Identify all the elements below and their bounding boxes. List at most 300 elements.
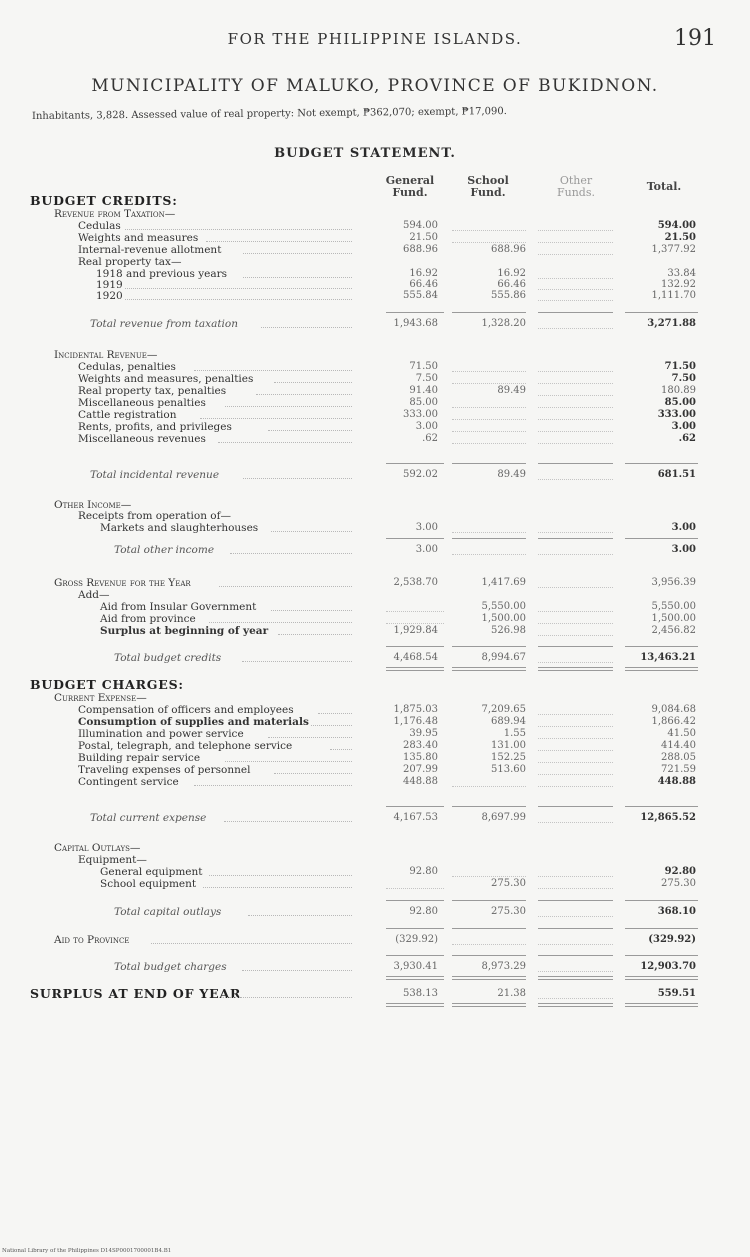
dot-leader bbox=[194, 361, 352, 371]
page-number: 191 bbox=[674, 26, 716, 51]
blank-cell bbox=[538, 553, 613, 555]
blank-cell bbox=[538, 761, 613, 763]
row-label: Gross Revenue for the Year bbox=[54, 577, 191, 589]
row-label: Weights and measures bbox=[78, 232, 199, 244]
double-rule bbox=[625, 979, 698, 980]
dot-leader bbox=[271, 522, 352, 532]
total-rule bbox=[452, 538, 526, 539]
dot-leader bbox=[206, 232, 352, 242]
dot-leader bbox=[268, 421, 352, 431]
row-label: Total revenue from taxation bbox=[90, 318, 238, 330]
blank-cell bbox=[538, 634, 613, 636]
blank-cell bbox=[538, 241, 613, 243]
column-header-school-line2: Fund. bbox=[470, 186, 506, 199]
running-title: FOR THE PHILIPPINE ISLANDS. bbox=[227, 30, 523, 48]
total-rule bbox=[625, 900, 698, 901]
general-fund-value: 66.46 bbox=[409, 279, 438, 290]
total-rule bbox=[452, 900, 526, 901]
dot-leader bbox=[151, 934, 352, 944]
school-fund-value: 275.30 bbox=[491, 906, 526, 917]
blank-cell bbox=[538, 253, 613, 255]
general-fund-value: 92.80 bbox=[409, 866, 438, 877]
table-row bbox=[0, 522, 750, 534]
dot-leader bbox=[268, 728, 352, 738]
general-fund-value: 4,167.53 bbox=[393, 812, 438, 823]
dot-leader bbox=[243, 469, 352, 479]
table-row bbox=[0, 409, 750, 421]
total-value: 368.10 bbox=[657, 906, 696, 917]
general-fund-value: 1,929.84 bbox=[393, 625, 438, 636]
dot-leader bbox=[125, 220, 352, 230]
dot-leader bbox=[219, 988, 352, 998]
double-rule bbox=[386, 1003, 444, 1004]
table-row bbox=[0, 397, 750, 409]
row-label: Current Expense— bbox=[54, 692, 147, 704]
blank-cell bbox=[538, 661, 613, 663]
table-row bbox=[0, 752, 750, 764]
general-fund-value: 3,930.41 bbox=[393, 961, 438, 972]
total-value: 1,866.42 bbox=[651, 716, 696, 727]
row-label: Total budget charges bbox=[114, 961, 227, 973]
table-row bbox=[0, 812, 750, 824]
dot-leader bbox=[243, 244, 352, 254]
general-fund-value: 4,468.54 bbox=[393, 652, 438, 663]
blank-cell bbox=[538, 997, 613, 999]
row-label: BUDGET CREDITS: bbox=[30, 193, 178, 208]
general-fund-value: 594.00 bbox=[403, 220, 438, 231]
blank-cell bbox=[538, 887, 613, 889]
total-value: 448.88 bbox=[657, 776, 696, 787]
total-value: 33.84 bbox=[667, 268, 696, 279]
table-row bbox=[0, 577, 750, 589]
total-value: 594.00 bbox=[657, 220, 696, 231]
table-row bbox=[0, 349, 750, 361]
total-rule bbox=[386, 900, 444, 901]
general-fund-value: .62 bbox=[422, 433, 438, 444]
school-fund-value: 21.38 bbox=[497, 988, 526, 999]
row-label: 1918 and previous years bbox=[96, 268, 228, 280]
row-label: Miscellaneous revenues bbox=[78, 433, 206, 445]
blank-cell bbox=[538, 622, 613, 624]
school-fund-value: 688.96 bbox=[491, 244, 526, 255]
blank-cell bbox=[538, 394, 613, 396]
row-label: Cattle registration bbox=[78, 409, 177, 421]
double-rule bbox=[452, 667, 526, 668]
row-label: Total other income bbox=[114, 544, 215, 556]
total-value: 3.00 bbox=[671, 522, 696, 533]
table-row bbox=[0, 961, 750, 973]
total-value: 1,111.70 bbox=[651, 290, 696, 301]
general-fund-value: 21.50 bbox=[409, 232, 438, 243]
row-label: BUDGET CHARGES: bbox=[30, 677, 184, 692]
school-fund-value: 1,328.20 bbox=[481, 318, 526, 329]
blank-cell bbox=[538, 725, 613, 727]
table-row bbox=[0, 290, 750, 302]
double-rule bbox=[625, 1006, 698, 1007]
table-row bbox=[0, 842, 750, 854]
table-row bbox=[0, 704, 750, 716]
double-rule bbox=[452, 670, 526, 671]
school-fund-value: 689.94 bbox=[491, 716, 526, 727]
blank-cell bbox=[538, 430, 613, 432]
row-label: Cedulas bbox=[78, 220, 121, 232]
total-rule bbox=[386, 928, 444, 929]
blank-cell bbox=[538, 406, 613, 408]
school-fund-value: 66.46 bbox=[497, 279, 526, 290]
double-rule bbox=[538, 1006, 613, 1007]
dot-leader bbox=[230, 544, 352, 554]
total-value: 21.50 bbox=[664, 232, 696, 243]
total-rule bbox=[538, 900, 613, 901]
total-rule bbox=[625, 646, 698, 647]
total-rule bbox=[625, 463, 698, 464]
double-rule bbox=[538, 976, 613, 977]
blank-cell bbox=[452, 430, 526, 432]
blank-cell bbox=[538, 299, 613, 301]
general-fund-value: 1,875.03 bbox=[393, 704, 438, 715]
dot-leader bbox=[261, 318, 352, 328]
row-label: Postal, telegraph, and telephone service bbox=[78, 740, 293, 752]
row-label: Real property tax— bbox=[78, 256, 182, 268]
general-fund-value: 283.40 bbox=[403, 740, 438, 751]
row-label: Receipts from operation of— bbox=[78, 510, 232, 522]
total-value: 1,377.92 bbox=[651, 244, 696, 255]
table-row bbox=[0, 385, 750, 397]
general-fund-value: 71.50 bbox=[409, 361, 438, 372]
dot-leader bbox=[209, 613, 352, 623]
row-label: Aid from Insular Government bbox=[100, 601, 257, 613]
general-fund-value: 448.88 bbox=[403, 776, 438, 787]
dot-leader bbox=[274, 373, 352, 383]
school-fund-value: 8,994.67 bbox=[481, 652, 526, 663]
total-rule bbox=[538, 538, 613, 539]
total-value: 2,456.82 bbox=[651, 625, 696, 636]
school-fund-value: 8,697.99 bbox=[481, 812, 526, 823]
table-row bbox=[0, 854, 750, 866]
table-row bbox=[0, 764, 750, 776]
row-label: 1919 bbox=[96, 279, 123, 291]
blank-cell bbox=[452, 785, 526, 787]
dot-leader bbox=[311, 716, 352, 726]
school-fund-value: 152.25 bbox=[491, 752, 526, 763]
blank-cell bbox=[538, 531, 613, 533]
total-rule bbox=[625, 806, 698, 807]
dot-leader bbox=[274, 764, 352, 774]
table-row bbox=[0, 692, 750, 704]
row-label: Revenue from Taxation— bbox=[54, 208, 176, 220]
municipality-title: MUNICIPALITY OF MALUKO, PROVINCE OF BUKIDNON. bbox=[91, 76, 659, 96]
blank-cell bbox=[452, 442, 526, 444]
column-header-other-line2: Funds. bbox=[557, 186, 595, 199]
table-row bbox=[0, 318, 750, 330]
general-fund-value: 538.13 bbox=[403, 988, 438, 999]
column-header-school-line1: School bbox=[467, 174, 509, 187]
school-fund-value: 89.49 bbox=[497, 385, 526, 396]
general-fund-value: 1,176.48 bbox=[393, 716, 438, 727]
blank-cell bbox=[538, 610, 613, 612]
table-row bbox=[0, 776, 750, 788]
row-label: Total capital outlays bbox=[114, 906, 222, 918]
total-rule bbox=[452, 312, 526, 313]
double-rule bbox=[386, 670, 444, 671]
general-fund-value: 135.80 bbox=[403, 752, 438, 763]
dot-leader bbox=[218, 433, 352, 443]
table-row bbox=[0, 728, 750, 740]
table-row bbox=[0, 716, 750, 728]
general-fund-value: 7.50 bbox=[415, 373, 438, 384]
blank-cell bbox=[452, 229, 526, 231]
blank-cell bbox=[452, 418, 526, 420]
row-label: Aid to Province bbox=[54, 934, 130, 946]
blank-cell bbox=[452, 382, 526, 384]
school-fund-value: 7,209.65 bbox=[481, 704, 526, 715]
blank-cell bbox=[538, 821, 613, 823]
school-fund-value: 1.55 bbox=[503, 728, 526, 739]
table-row bbox=[0, 373, 750, 385]
blank-cell bbox=[538, 327, 613, 329]
total-value: (329.92) bbox=[648, 934, 696, 945]
row-label: Internal-revenue allotment bbox=[78, 244, 222, 256]
blank-cell bbox=[386, 887, 444, 889]
school-fund-value: 16.92 bbox=[497, 268, 526, 279]
row-label: Cedulas, penalties bbox=[78, 361, 176, 373]
column-header-general-line2: Fund. bbox=[392, 186, 428, 199]
dot-leader bbox=[203, 878, 352, 888]
general-fund-value: 592.02 bbox=[403, 469, 438, 480]
school-fund-value: 275.30 bbox=[491, 878, 526, 889]
school-fund-value: 89.49 bbox=[497, 469, 526, 480]
dot-leader bbox=[242, 652, 352, 662]
school-fund-value: 513.60 bbox=[491, 764, 526, 775]
blank-cell bbox=[452, 553, 526, 555]
general-fund-value: 207.99 bbox=[403, 764, 438, 775]
total-value: 132.92 bbox=[661, 279, 696, 290]
total-rule bbox=[625, 312, 698, 313]
general-fund-value: 16.92 bbox=[409, 268, 438, 279]
double-rule bbox=[386, 979, 444, 980]
table-row bbox=[0, 679, 750, 691]
total-value: 3,271.88 bbox=[647, 318, 696, 329]
row-label: Total current expense bbox=[90, 812, 207, 824]
total-rule bbox=[625, 928, 698, 929]
table-row bbox=[0, 195, 750, 207]
row-label: Markets and slaughterhouses bbox=[100, 522, 259, 534]
school-fund-value: 555.86 bbox=[491, 290, 526, 301]
row-label: Capital Outlays— bbox=[54, 842, 141, 854]
total-value: 333.00 bbox=[657, 409, 696, 420]
double-rule bbox=[538, 979, 613, 980]
dot-leader bbox=[224, 812, 352, 822]
double-rule bbox=[452, 1006, 526, 1007]
total-value: 71.50 bbox=[664, 361, 696, 372]
table-row bbox=[0, 652, 750, 664]
blank-cell bbox=[538, 773, 613, 775]
total-rule bbox=[386, 646, 444, 647]
blank-cell bbox=[538, 875, 613, 877]
dot-leader bbox=[318, 704, 352, 714]
dot-leader bbox=[330, 740, 352, 750]
table-row bbox=[0, 510, 750, 522]
row-label: Aid from province bbox=[100, 613, 196, 625]
blank-cell bbox=[538, 370, 613, 372]
table-row bbox=[0, 740, 750, 752]
row-label: Other Income— bbox=[54, 499, 132, 511]
school-fund-value: 526.98 bbox=[491, 625, 526, 636]
general-fund-value: 3.00 bbox=[415, 421, 438, 432]
blank-cell bbox=[452, 875, 526, 877]
total-value: 9,084.68 bbox=[651, 704, 696, 715]
table-row bbox=[0, 244, 750, 256]
column-header-total: Total. bbox=[646, 180, 682, 193]
total-rule bbox=[538, 928, 613, 929]
blank-cell bbox=[538, 970, 613, 972]
row-label: Illumination and power service bbox=[78, 728, 244, 740]
table-row bbox=[0, 613, 750, 625]
total-rule bbox=[538, 955, 613, 956]
dot-leader bbox=[256, 385, 352, 395]
table-row bbox=[0, 544, 750, 556]
double-rule bbox=[625, 667, 698, 668]
table-row bbox=[0, 625, 750, 637]
general-fund-value: 333.00 bbox=[403, 409, 438, 420]
table-row bbox=[0, 256, 750, 268]
row-label: Total budget credits bbox=[114, 652, 222, 664]
table-row bbox=[0, 433, 750, 445]
table-row bbox=[0, 469, 750, 481]
row-label: Contingent service bbox=[78, 776, 179, 788]
double-rule bbox=[625, 976, 698, 977]
total-rule bbox=[452, 955, 526, 956]
table-row bbox=[0, 361, 750, 373]
total-value: 3.00 bbox=[671, 544, 696, 555]
row-label: Consumption of supplies and materials bbox=[78, 716, 309, 728]
blank-cell bbox=[386, 622, 444, 624]
general-fund-value: 555.84 bbox=[403, 290, 438, 301]
row-label: Incidental Revenue— bbox=[54, 349, 158, 361]
total-value: 180.89 bbox=[661, 385, 696, 396]
row-label: School equipment bbox=[100, 878, 197, 890]
row-label: Surplus at beginning of year bbox=[100, 625, 269, 637]
column-header-general-line1: General bbox=[385, 174, 435, 187]
blank-cell bbox=[538, 749, 613, 751]
dot-leader bbox=[248, 906, 352, 916]
blank-cell bbox=[452, 241, 526, 243]
double-rule bbox=[386, 1006, 444, 1007]
total-rule bbox=[452, 463, 526, 464]
row-label: Real property tax, penalties bbox=[78, 385, 227, 397]
general-fund-value: 1,943.68 bbox=[393, 318, 438, 329]
total-value: 92.80 bbox=[664, 866, 696, 877]
total-rule bbox=[538, 806, 613, 807]
row-label: Rents, profits, and privileges bbox=[78, 421, 232, 433]
blank-cell bbox=[538, 785, 613, 787]
row-label: Total incidental revenue bbox=[90, 469, 220, 481]
total-rule bbox=[386, 312, 444, 313]
total-value: 3.00 bbox=[671, 421, 696, 432]
total-value: 559.51 bbox=[657, 988, 696, 999]
total-rule bbox=[386, 955, 444, 956]
table-row bbox=[0, 906, 750, 918]
table-row bbox=[0, 421, 750, 433]
total-rule bbox=[386, 806, 444, 807]
total-value: 85.00 bbox=[664, 397, 696, 408]
total-rule bbox=[625, 538, 698, 539]
blank-cell bbox=[452, 531, 526, 533]
dot-leader bbox=[125, 290, 352, 300]
double-rule bbox=[538, 1003, 613, 1004]
statement-title: BUDGET STATEMENT. bbox=[274, 146, 456, 161]
dot-leader bbox=[271, 601, 352, 611]
school-fund-value: 5,550.00 bbox=[481, 601, 526, 612]
dot-leader bbox=[243, 268, 352, 278]
general-fund-value: 2,538.70 bbox=[393, 577, 438, 588]
total-value: 41.50 bbox=[667, 728, 696, 739]
total-value: 1,500.00 bbox=[651, 613, 696, 624]
blank-cell bbox=[452, 370, 526, 372]
total-rule bbox=[452, 646, 526, 647]
school-fund-value: 8,973.29 bbox=[481, 961, 526, 972]
total-rule bbox=[538, 312, 613, 313]
row-label: Weights and measures, penalties bbox=[78, 373, 254, 385]
row-label: Building repair service bbox=[78, 752, 201, 764]
total-rule bbox=[452, 806, 526, 807]
double-rule bbox=[625, 1003, 698, 1004]
footer-credit: National Library of the Philippines D14SP0001700001B4.B1 bbox=[2, 1248, 172, 1254]
total-value: 5,550.00 bbox=[651, 601, 696, 612]
total-value: .62 bbox=[678, 433, 696, 444]
general-fund-value: 39.95 bbox=[409, 728, 438, 739]
dot-leader bbox=[200, 409, 352, 419]
general-fund-value: (329.92) bbox=[395, 934, 438, 945]
row-label: Traveling expenses of personnel bbox=[78, 764, 251, 776]
inhabitants-line: Inhabitants, 3,828. Assessed value of real property: Not exempt, ₱362,070; exempt, ₱17,090. bbox=[31, 106, 507, 122]
double-rule bbox=[538, 670, 613, 671]
total-value: 12,903.70 bbox=[640, 961, 696, 972]
blank-cell bbox=[386, 610, 444, 612]
row-label: General equipment bbox=[100, 866, 203, 878]
total-rule bbox=[386, 463, 444, 464]
double-rule bbox=[452, 979, 526, 980]
school-fund-value: 131.00 bbox=[491, 740, 526, 751]
double-rule bbox=[538, 667, 613, 668]
blank-cell bbox=[538, 442, 613, 444]
column-header-other-line1: Other bbox=[559, 174, 593, 187]
table-row bbox=[0, 866, 750, 878]
table-row bbox=[0, 589, 750, 601]
row-label: Equipment— bbox=[78, 854, 147, 866]
general-fund-value: 3.00 bbox=[415, 544, 438, 555]
dot-leader bbox=[219, 577, 352, 587]
blank-cell bbox=[538, 382, 613, 384]
general-fund-value: 91.40 bbox=[409, 385, 438, 396]
blank-cell bbox=[538, 713, 613, 715]
blank-cell bbox=[538, 737, 613, 739]
total-value: 7.50 bbox=[671, 373, 696, 384]
general-fund-value: 3.00 bbox=[415, 522, 438, 533]
total-value: 12,865.52 bbox=[640, 812, 696, 823]
row-label: Add— bbox=[78, 589, 110, 601]
total-value: 288.05 bbox=[661, 752, 696, 763]
table-row bbox=[0, 208, 750, 220]
blank-cell bbox=[538, 915, 613, 917]
blank-cell bbox=[452, 406, 526, 408]
row-label: SURPLUS AT END OF YEAR bbox=[30, 986, 242, 1001]
blank-cell bbox=[452, 943, 526, 945]
total-rule bbox=[538, 463, 613, 464]
row-label: Compensation of officers and employees bbox=[78, 704, 294, 716]
dot-leader bbox=[225, 397, 352, 407]
blank-cell bbox=[538, 229, 613, 231]
